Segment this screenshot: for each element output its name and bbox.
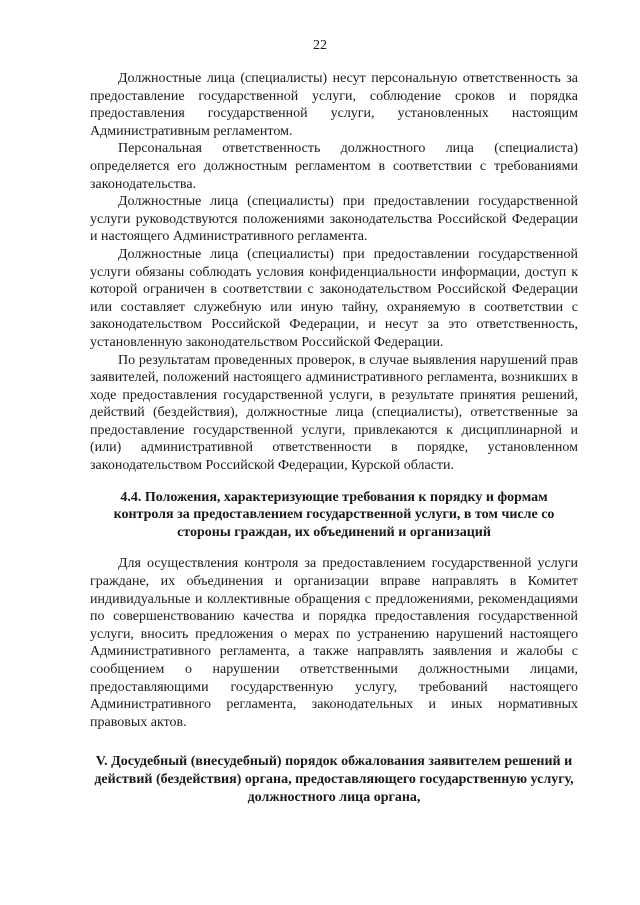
paragraph-inspection-results: По результатам проведенных проверок, в случае выявления нарушений прав заявителей, положений настоящего административного регламента, возникших в ходе предоставления государственной услуги, в результате принятия решений, действий (бездействия), должностные лица (специалисты), ответственные за предоставление государственной услуги, привлекаются к дисциплинарной и (или) административной ответственности в порядке, установленном законодательством Российской Федерации, Курской области. <box>90 352 578 474</box>
spacer <box>90 541 578 555</box>
section-4-4-paragraph: Для осуществления контроля за предоставлением государственной услуги граждане, их объединения и организации вправе направлять в Комитет индивидуальные и коллективные обращения с предложениями, рекомендациями по совершенствованию качества и порядка предоставления государственной услуги, вносить предложения о мерах по устранению нарушений настоящего Административного регламента, а также направлять заявления и жалобы с сообщением о нарушении ответственными должностными лицами, предоставляющими государственную услугу, требований настоящего Административного регламента, законодательных и иных нормативных правовых актов. <box>90 556 578 730</box>
paragraph-personal-responsibility: Должностные лица (специалисты) несут персональную ответственность за предоставление государственной услуги, соблюдение сроков и порядка предоставления государственной услуги, установленных настоящим Административным регламентом. <box>90 71 578 139</box>
section-5-heading: V. Досудебный (внесудебный) порядок обжалования заявителем решений и действий (бездействия) органа, предоставляющего государственную услугу, должностного лица органа, <box>94 754 574 805</box>
spacer <box>90 731 578 753</box>
paragraph-guided-by-legislation: Должностные лица (специалисты) при предоставлении государственной услуги руководствуются положениями законодательства Российской Федерации и настоящего Административного регламента. <box>90 194 578 245</box>
page-number: 22 <box>313 38 327 53</box>
spacer <box>90 475 578 489</box>
section-4-4-heading: 4.4. Положения, характеризующие требования к порядку и формам контроля за предоставлением государственной услуги, в том числе со стороны граждан, их объединений и организаций <box>113 489 555 540</box>
paragraph-responsibility-by-regulation: Персональная ответственность должностного лица (специалиста) определяется его должностным регламентом в соответствии с требованиями законодательства. <box>90 141 578 192</box>
paragraph-confidentiality: Должностные лица (специалисты) при предоставлении государственной услуги обязаны соблюдать условия конфиденциальности информации, доступ к которой ограничен в соответствии с законодательством Российской Федерации или составляет служебную или иную тайну, охраняемую в соответствии с законодательством Российской Федерации, и несут за это ответственность, установленную законодательством Российской Федерации. <box>90 246 578 350</box>
document-body <box>90 70 578 806</box>
